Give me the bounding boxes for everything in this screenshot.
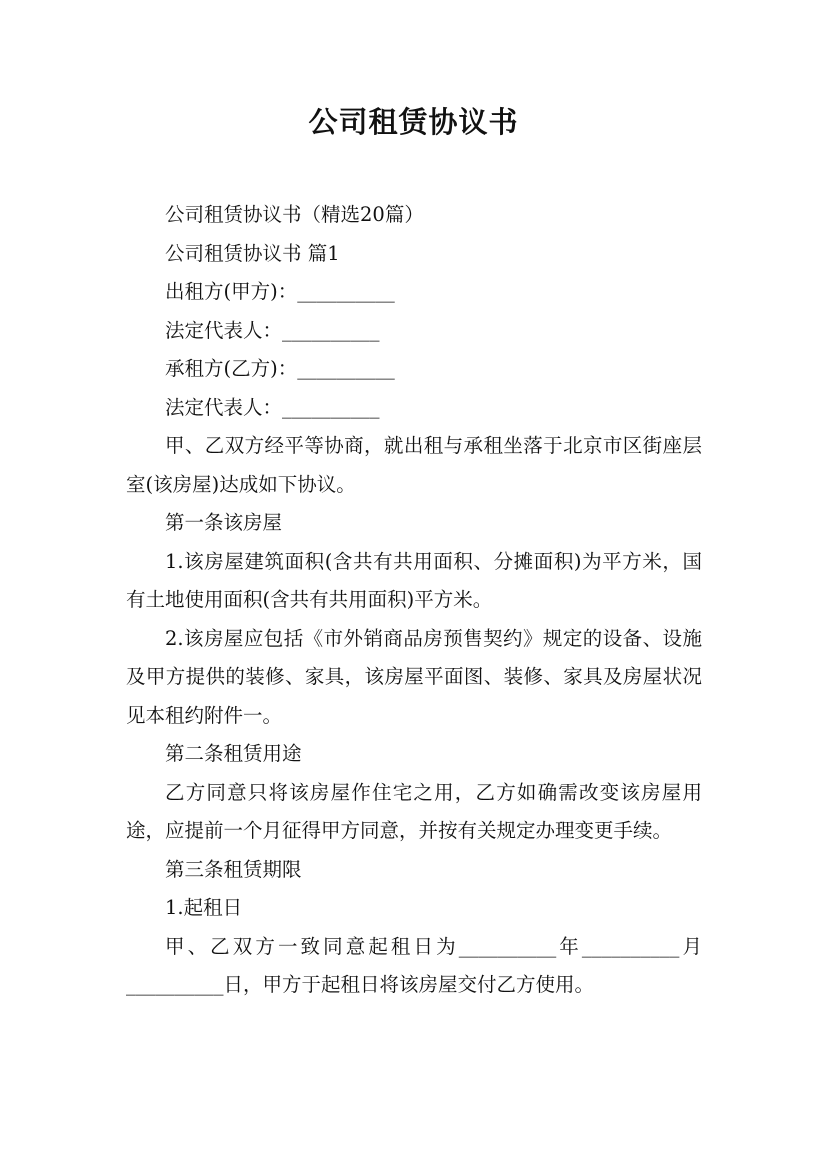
paragraph: 出租方(甲方)：__________ [165, 280, 395, 303]
paragraph: 公司租赁协议书 篇1 [165, 241, 340, 265]
paragraph: 公司租赁协议书（精选20篇） [165, 203, 424, 226]
section-heading: 第二条租赁用途 [165, 742, 302, 765]
paragraph: 1.起租日 [165, 896, 243, 919]
paragraph: 甲、乙双方一致同意起租日为__________年__________月__________日，甲方于起租日将该房屋交付乙方使用。 [126, 934, 702, 996]
paragraph: 2.该房屋应包括《市外销商品房预售契约》规定的设备、设施及甲方提供的装修、家具，该房屋平面图、装修、家具及房屋状况见本租约附件一。 [126, 626, 702, 727]
paragraph: 法定代表人：__________ [165, 395, 380, 419]
paragraph: 法定代表人：__________ [165, 318, 380, 342]
document-title: 公司租赁协议书 [308, 105, 519, 139]
section-heading: 第三条租赁期限 [165, 857, 302, 881]
paragraph: 承租方(乙方)：__________ [165, 357, 395, 380]
paragraph: 1.该房屋建筑面积(含共有共用面积、分摊面积)为平方米，国有土地使用面积(含共有共用面积)平方米。 [126, 549, 702, 611]
section-heading: 第一条该房屋 [165, 511, 283, 534]
document-body [126, 196, 702, 1005]
paragraph: 甲、乙双方经平等协商，就出租与承租坐落于北京市区街座层室(该房屋)达成如下协议。 [126, 434, 702, 496]
paragraph: 乙方同意只将该房屋作住宅之用，乙方如确需改变该房屋用途，应提前一个月征得甲方同意，并按有关规定办理变更手续。 [126, 780, 702, 842]
